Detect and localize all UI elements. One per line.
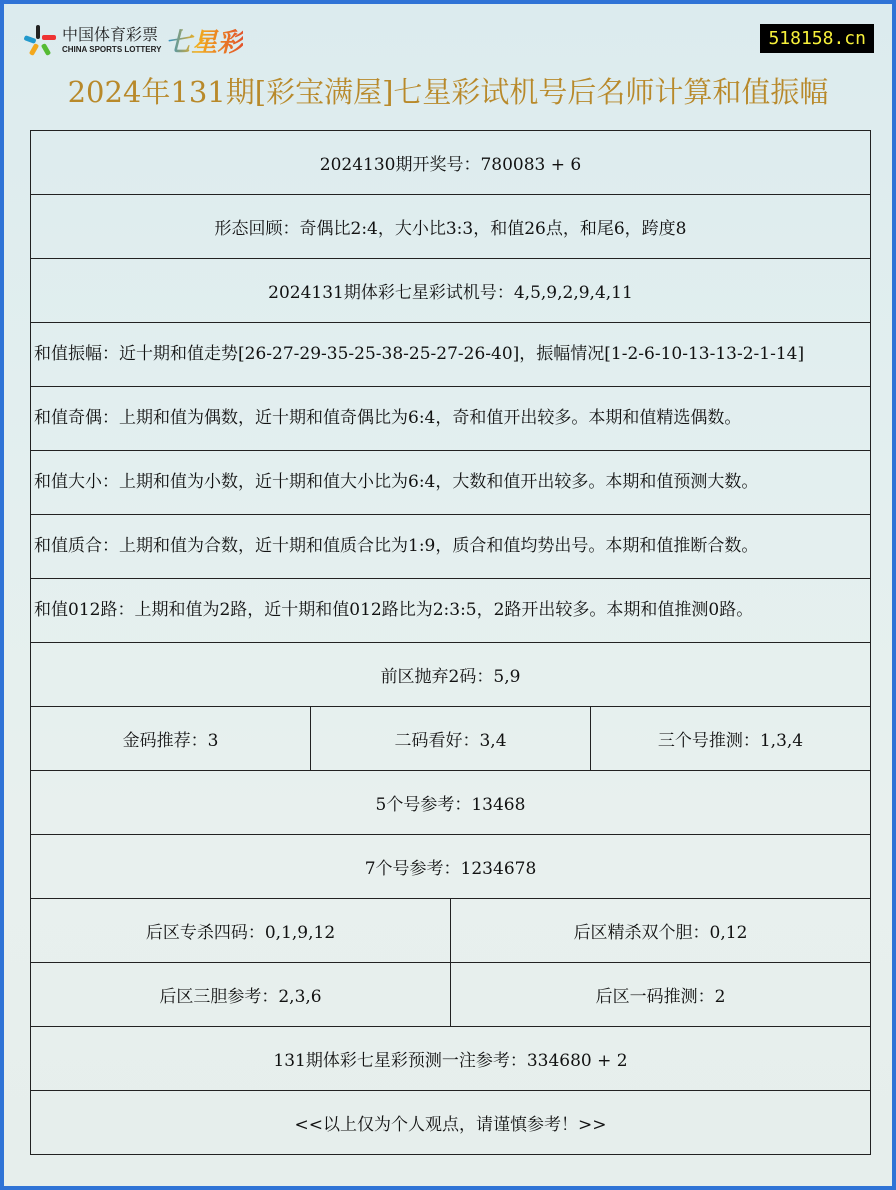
china-sports-lottery-logo	[22, 22, 243, 59]
single-pick: 131期体彩七星彩预测一注参考：334680 + 2	[31, 1027, 871, 1091]
prediction-table	[30, 130, 871, 1155]
back-kill-four: 后区专杀四码：0,1,9,12	[31, 899, 451, 963]
front-discard: 前区抛弃2码：5,9	[31, 643, 871, 707]
logo-en: CHINA SPORTS LOTTERY	[62, 45, 162, 54]
gold-number: 金码推荐：3	[31, 707, 311, 771]
sum-prime-composite: 和值质合：上期和值为合数，近十期和值质合比为1:9，质合和值均势出号。本期和值推断合数。	[31, 515, 871, 579]
disclaimer: <<以上仅为个人观点，请谨慎参考！>>	[31, 1091, 871, 1155]
pattern-review: 形态回顾：奇偶比2:4，大小比3:3，和值26点，和尾6，跨度8	[31, 195, 871, 259]
logo-game: 七星彩	[165, 22, 243, 59]
two-numbers: 二码看好：3,4	[311, 707, 591, 771]
sum-012-route: 和值012路：上期和值为2路，近十期和值012路比为2:3:5，2路开出较多。本期和值推测0路。	[31, 579, 871, 643]
back-kill-two: 后区精杀双个胆：0,12	[451, 899, 871, 963]
back-one: 后区一码推测：2	[451, 963, 871, 1027]
back-three: 后区三胆参考：2,3,6	[31, 963, 451, 1027]
three-numbers: 三个号推测：1,3,4	[591, 707, 871, 771]
seven-numbers: 7个号参考：1234678	[31, 835, 871, 899]
page-title: 2024年131期[彩宝满屋]七星彩试机号后名师计算和值振幅	[67, 75, 829, 109]
sum-amplitude: 和值振幅：近十期和值走势[26-27-29-35-25-38-25-27-26-40]，振幅情况[1-2-6-10-13-13-2-1-14]	[31, 323, 871, 387]
sum-odd-even: 和值奇偶：上期和值为偶数，近十期和值奇偶比为6:4，奇和值开出较多。本期和值精选偶数。	[31, 387, 871, 451]
five-numbers: 5个号参考：13468	[31, 771, 871, 835]
sum-big-small: 和值大小：上期和值为小数，近十期和值大小比为6:4，大数和值开出较多。本期和值预测大数。	[31, 451, 871, 515]
site-badge[interactable]: 518158.cn	[760, 24, 874, 53]
draw-result: 2024130期开奖号：780083 + 6	[31, 131, 871, 195]
test-numbers: 2024131期体彩七星彩试机号：4,5,9,2,9,4,11	[31, 259, 871, 323]
logo-cn: 中国体育彩票	[62, 25, 159, 44]
lottery-star-icon	[22, 23, 58, 59]
